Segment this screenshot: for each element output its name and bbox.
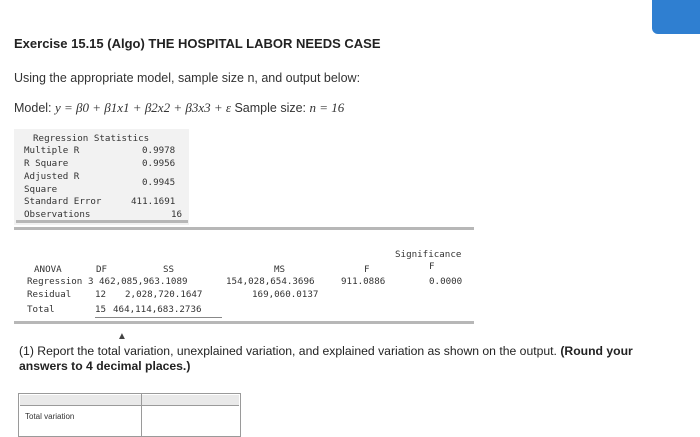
answer-table — [18, 393, 241, 437]
answer-table-header — [20, 395, 239, 406]
sample-size-value: n = 16 — [309, 100, 345, 115]
anova-residual-source: Residual — [27, 289, 72, 300]
stat-value-observations: 16 — [171, 209, 183, 220]
stat-label-standard-error: Standard Error — [24, 196, 102, 207]
stat-value-r-square: 0.9956 — [142, 158, 176, 169]
answer-table-divider — [141, 394, 142, 436]
anova-regression-f: 911.0886 — [341, 276, 386, 287]
total-variation-input[interactable] — [143, 407, 241, 435]
question-instruction: (Round your answers to 4 decimal places.) — [19, 344, 633, 373]
stat-value-adjusted-r-square: 0.9945 — [142, 177, 176, 188]
stat-label-r-square: R Square — [24, 158, 69, 169]
anova-regression-ms: 154,028,654.3696 — [226, 276, 315, 287]
stat-label-adjusted-r: Adjusted R — [24, 171, 80, 182]
model-prefix: Model: — [14, 101, 52, 115]
regression-statistics-table — [14, 129, 189, 225]
anova-header-f: F — [364, 264, 370, 275]
anova-total-source: Total — [27, 304, 55, 315]
stat-label-multiple-r: Multiple R — [24, 145, 80, 156]
total-variation-label: Total variation — [25, 412, 75, 421]
anova-header-anova: ANOVA — [34, 264, 62, 275]
anova-total-underline — [95, 317, 222, 318]
anova-header-df: DF — [96, 264, 108, 275]
anova-regression-df: 3 — [88, 276, 94, 287]
stat-label-adjusted-r-square: Square — [24, 184, 58, 195]
anova-header-ms: MS — [274, 264, 286, 275]
anova-residual-ms: 169,060.0137 — [252, 289, 319, 300]
anova-header-significance-f: F — [429, 261, 435, 272]
regression-statistics-header: Regression Statistics — [33, 133, 150, 144]
anova-bottom-rule — [14, 321, 474, 324]
exercise-title: Exercise 15.15 (Algo) THE HOSPITAL LABOR NEEDS CASE — [14, 36, 381, 51]
stat-value-multiple-r: 0.9978 — [142, 145, 176, 156]
top-accent-bar — [652, 0, 700, 34]
intro-text: Using the appropriate model, sample size n, and output below: — [14, 71, 361, 85]
anova-header-ss: SS — [163, 264, 175, 275]
anova-residual-ss: 2,028,720.1647 — [125, 289, 203, 300]
stat-value-standard-error: 411.1691 — [131, 196, 176, 207]
anova-regression-significance: 0.0000 — [429, 276, 463, 287]
anova-total-df: 15 — [95, 304, 107, 315]
anova-header-significance: Significance — [395, 249, 462, 260]
anova-regression-source: Regression — [27, 276, 83, 287]
mouse-cursor-icon: ▲ — [117, 331, 127, 342]
model-equation: y = β0 + β1x1 + β2x2 + β3x3 + ε — [55, 100, 231, 115]
regression-statistics-rule — [16, 220, 188, 223]
anova-total-ss: 464,114,683.2736 — [113, 304, 202, 315]
anova-residual-df: 12 — [95, 289, 107, 300]
question-part: (1) Report the total variation, unexplained variation, and explained variation as shown on the output. — [19, 344, 557, 358]
anova-top-rule — [14, 227, 474, 230]
stat-label-observations: Observations — [24, 209, 91, 220]
question-text — [19, 344, 639, 374]
anova-regression-ss: 462,085,963.1089 — [99, 276, 188, 287]
sample-size-label: Sample size: — [234, 101, 307, 115]
model-line — [14, 100, 344, 116]
